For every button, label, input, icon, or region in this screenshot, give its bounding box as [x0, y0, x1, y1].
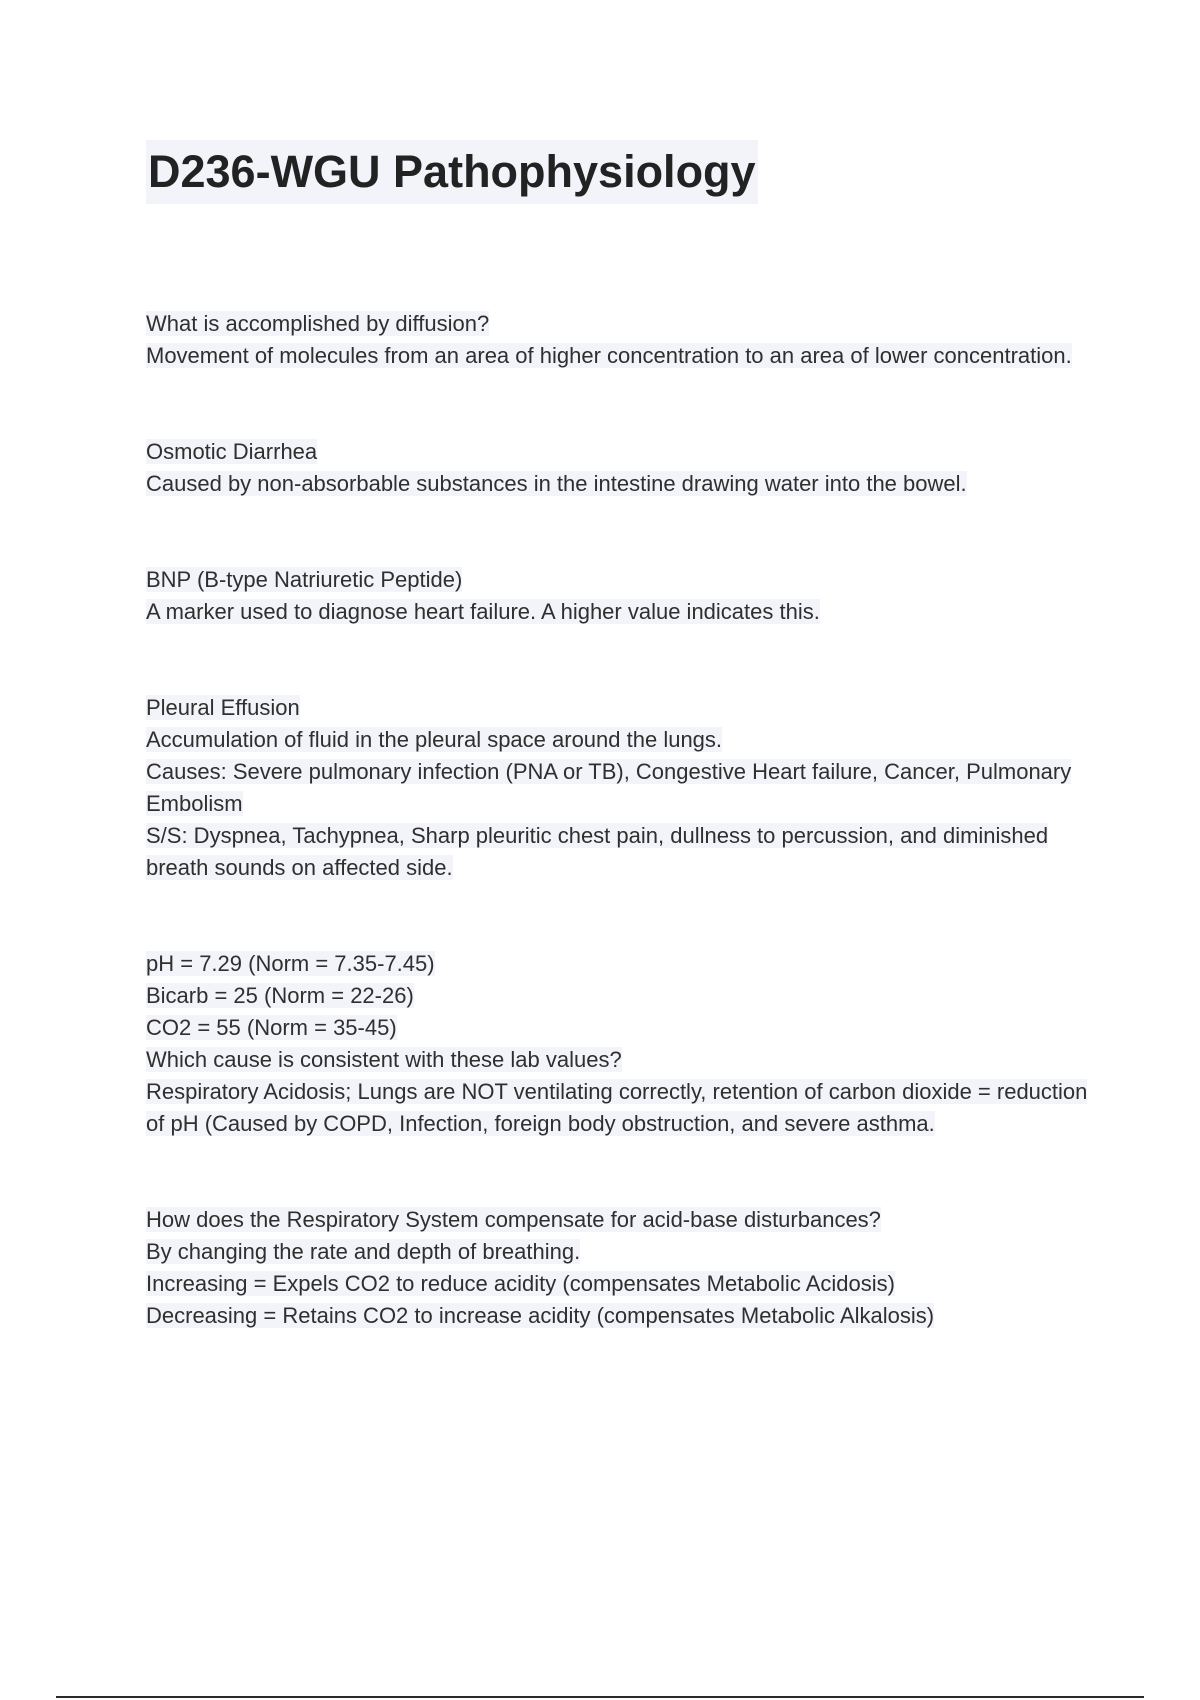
entry-answer: By changing the rate and depth of breathing. [146, 1239, 581, 1264]
entry-question: How does the Respiratory System compensate for acid-base disturbances? [146, 1207, 881, 1232]
entry-question: Which cause is consistent with these lab values? [146, 1047, 622, 1072]
entry-question: What is accomplished by diffusion? [146, 311, 490, 336]
entry-answer: Movement of molecules from an area of higher concentration to an area of lower concentration. [146, 343, 1072, 368]
entry-answer: Respiratory Acidosis; Lungs are NOT ventilating correctly, retention of carbon dioxide = reduction of pH (Caused by COPD, Infection, foreign body obstruction, and severe asthma. [146, 1079, 1088, 1136]
entry-answer: Accumulation of fluid in the pleural space around the lungs. [146, 727, 723, 752]
lab-ph: pH = 7.29 (Norm = 7.35-7.45) [146, 951, 435, 976]
entry-diffusion [146, 308, 1106, 372]
document-title: D236-WGU Pathophysiology [146, 140, 758, 204]
entry-bnp [146, 564, 1106, 628]
lab-co2: CO2 = 55 (Norm = 35-45) [146, 1015, 397, 1040]
entry-answer: A marker used to diagnose heart failure. A higher value indicates this. [146, 599, 820, 624]
entry-decreasing: Decreasing = Retains CO2 to increase acidity (compensates Metabolic Alkalosis) [146, 1303, 935, 1328]
entry-signs-symptoms: S/S: Dyspnea, Tachypnea, Sharp pleuritic chest pain, dullness to percussion, and diminished breath sounds on affected side. [146, 823, 1049, 880]
entry-increasing: Increasing = Expels CO2 to reduce acidity (compensates Metabolic Acidosis) [146, 1271, 895, 1296]
document-page [146, 140, 1106, 1396]
footer-divider [56, 1696, 1144, 1698]
entry-question: BNP (B-type Natriuretic Peptide) [146, 567, 463, 592]
entries-list [146, 308, 1106, 1332]
entry-answer: Caused by non-absorbable substances in the intestine drawing water into the bowel. [146, 471, 967, 496]
entry-question: Osmotic Diarrhea [146, 439, 318, 464]
entry-pleural-effusion [146, 692, 1106, 884]
entry-question: Pleural Effusion [146, 695, 300, 720]
entry-osmotic-diarrhea [146, 436, 1106, 500]
lab-bicarb: Bicarb = 25 (Norm = 22-26) [146, 983, 414, 1008]
entry-causes: Causes: Severe pulmonary infection (PNA or TB), Congestive Heart failure, Cancer, Pulmonary Embolism [146, 759, 1072, 816]
entry-respiratory-compensation [146, 1204, 1106, 1332]
entry-lab-values [146, 948, 1106, 1140]
